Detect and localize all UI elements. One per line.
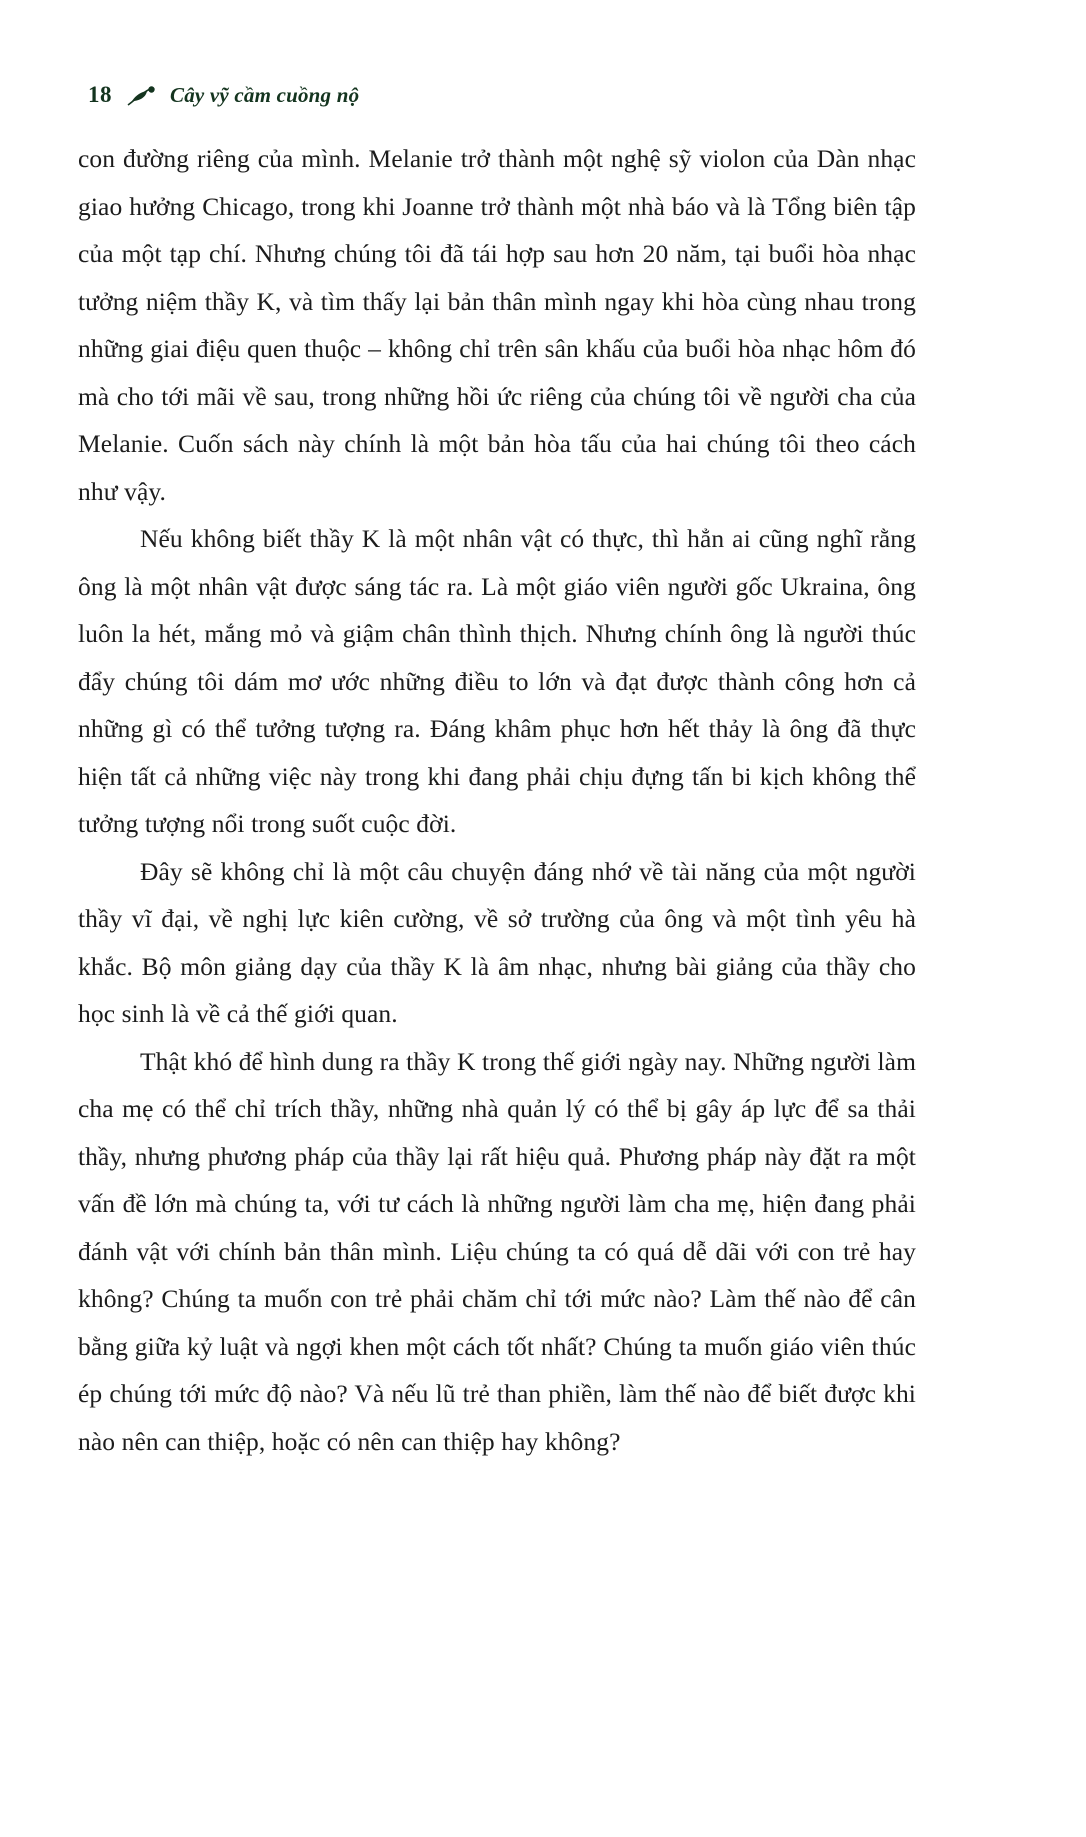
paragraph-2: Nếu không biết thầy K là một nhân vật có thực, thì hẳn ai cũng nghĩ rằng ông là một nhân vật được sáng tác ra. Là một giáo viên người gốc Ukraina, ông luôn la hét, mắng mỏ và giậm chân thình thịch. Nhưng chính ông là người thúc đẩy chúng tôi dám mơ ước những điều to lớn và đạt được thành công hơn cả những gì có thể tưởng tượng ra. Đáng khâm phục hơn hết thảy là ông đã thực hiện tất cả những việc này trong khi đang phải chịu đựng tấn bi kịch không thể tưởng tượng nổi trong suốt cuộc đời. bbox=[78, 524, 916, 838]
book-title: Cây vỹ cầm cuồng nộ bbox=[170, 82, 360, 107]
page-header bbox=[88, 78, 998, 112]
page-number: 18 bbox=[88, 82, 112, 107]
paragraph-1: con đường riêng của mình. Melanie trở thành một nghệ sỹ violon của Dàn nhạc giao hưởng Chicago, trong khi Joanne trở thành một nhà báo và là Tổng biên tập của một tạp chí. Nhưng chúng tôi đã tái hợp sau hơn 20 năm, tại buổi hòa nhạc tưởng niệm thầy K, và tìm thấy lại bản thân mình ngay khi hòa cùng nhau trong những giai điệu quen thuộc – không chỉ trên sân khấu của buổi hòa nhạc hôm đó mà cho tới mãi về sau, trong những hồi ức riêng của chúng tôi về người cha của Melanie. Cuốn sách này chính là một bản hòa tấu của hai chúng tôi theo cách như vậy. bbox=[78, 144, 916, 506]
leaf-ornament-icon bbox=[126, 85, 156, 109]
paragraph-4: Thật khó để hình dung ra thầy K trong thế giới ngày nay. Những người làm cha mẹ có thể chỉ trích thầy, những nhà quản lý có thể bị gây áp lực để sa thải thầy, nhưng phương pháp của thầy lại rất hiệu quả. Phương pháp này đặt ra một vấn đề lớn mà chúng ta, với tư cách là những người làm cha mẹ, hiện đang phải đánh vật với chính bản thân mình. Liệu chúng ta có quá dễ dãi với con trẻ hay không? Chúng ta muốn con trẻ phải chăm chỉ tới mức nào? Làm thế nào để cân bằng giữa kỷ luật và ngợi khen một cách tốt nhất? Chúng ta muốn giáo viên thúc ép chúng tới mức độ nào? Và nếu lũ trẻ than phiền, làm thế nào để biết được khi nào nên can thiệp, hoặc có nên can thiệp hay không? bbox=[78, 1046, 916, 1456]
page-body bbox=[78, 135, 916, 1465]
paragraph-3: Đây sẽ không chỉ là một câu chuyện đáng nhớ về tài năng của một người thầy vĩ đại, về nghị lực kiên cường, về sở trường của ông và một tình yêu hà khắc. Bộ môn giảng dạy của thầy K là âm nhạc, nhưng bài giảng của thầy cho học sinh là về cả thế giới quan. bbox=[78, 856, 916, 1028]
